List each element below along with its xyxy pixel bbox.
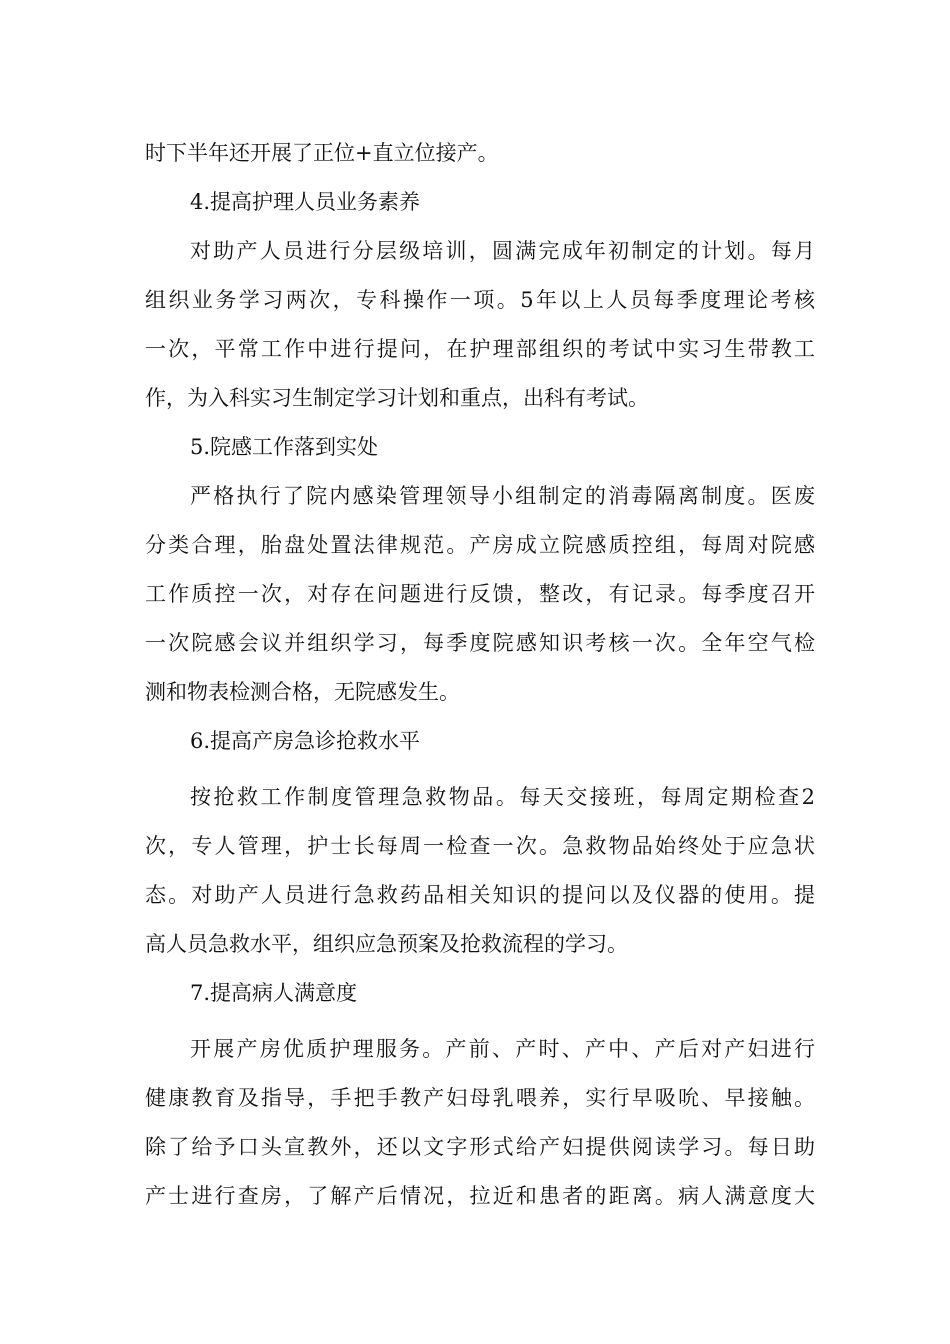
paragraph-line: 高人员急救水平，组织应急预案及抢救流程的学习。 xyxy=(145,932,628,956)
paragraph-line: 对助产人员进行分层级培训，圆满完成年初制定的计划。每月 xyxy=(190,239,815,263)
section-heading-4: 4.提高护理人员业务素养 xyxy=(190,190,421,214)
paragraph-line: 作，为入科实习生制定学习计划和重点，出科有考试。 xyxy=(145,386,649,410)
paragraph-line: 一次，平常工作中进行提问，在护理部组织的考试中实习生带教工 xyxy=(145,337,815,361)
paragraph-line: 除了给予口头宣教外，还以文字形式给产妇提供阅读学习。每日助 xyxy=(145,1135,815,1159)
paragraph-line: 态。对助产人员进行急救药品相关知识的提问以及仪器的使用。提 xyxy=(145,883,815,907)
paragraph-line: 严格执行了院内感染管理领导小组制定的消毒隔离制度。医废 xyxy=(190,484,815,508)
paragraph-line: 工作质控一次，对存在问题进行反馈，整改，有记录。每季度召开 xyxy=(145,582,815,606)
section-heading-6: 6.提高产房急诊抢救水平 xyxy=(190,729,421,753)
paragraph-line: 产士进行查房，了解产后情况，拉近和患者的距离。病人满意度大 xyxy=(145,1184,815,1208)
paragraph-line: 开展产房优质护理服务。产前、产时、产中、产后对产妇进行 xyxy=(190,1037,815,1061)
paragraph-line: 分类合理，胎盘处置法律规范。产房成立院感质控组，每周对院感 xyxy=(145,533,815,557)
paragraph-continuation-line: 时下半年还开展了正位+直立位接产。 xyxy=(145,141,499,165)
section-heading-7: 7.提高病人满意度 xyxy=(190,981,358,1005)
paragraph-line: 组织业务学习两次，专科操作一项。5年以上人员每季度理论考核 xyxy=(145,288,815,312)
section-heading-5: 5.院感工作落到实处 xyxy=(190,435,379,459)
paragraph-line: 按抢救工作制度管理急救物品。每天交接班，每周定期检查2 xyxy=(190,785,815,809)
paragraph-line: 健康教育及指导，手把手教产妇母乳喂养，实行早吸吮、早接触。 xyxy=(145,1086,815,1110)
paragraph-line: 测和物表检测合格，无院感发生。 xyxy=(145,680,460,704)
paragraph-line: 一次院感会议并组织学习，每季度院感知识考核一次。全年空气检 xyxy=(145,631,815,655)
paragraph-line: 次，专人管理，护士长每周一检查一次。急救物品始终处于应急状 xyxy=(145,834,815,858)
